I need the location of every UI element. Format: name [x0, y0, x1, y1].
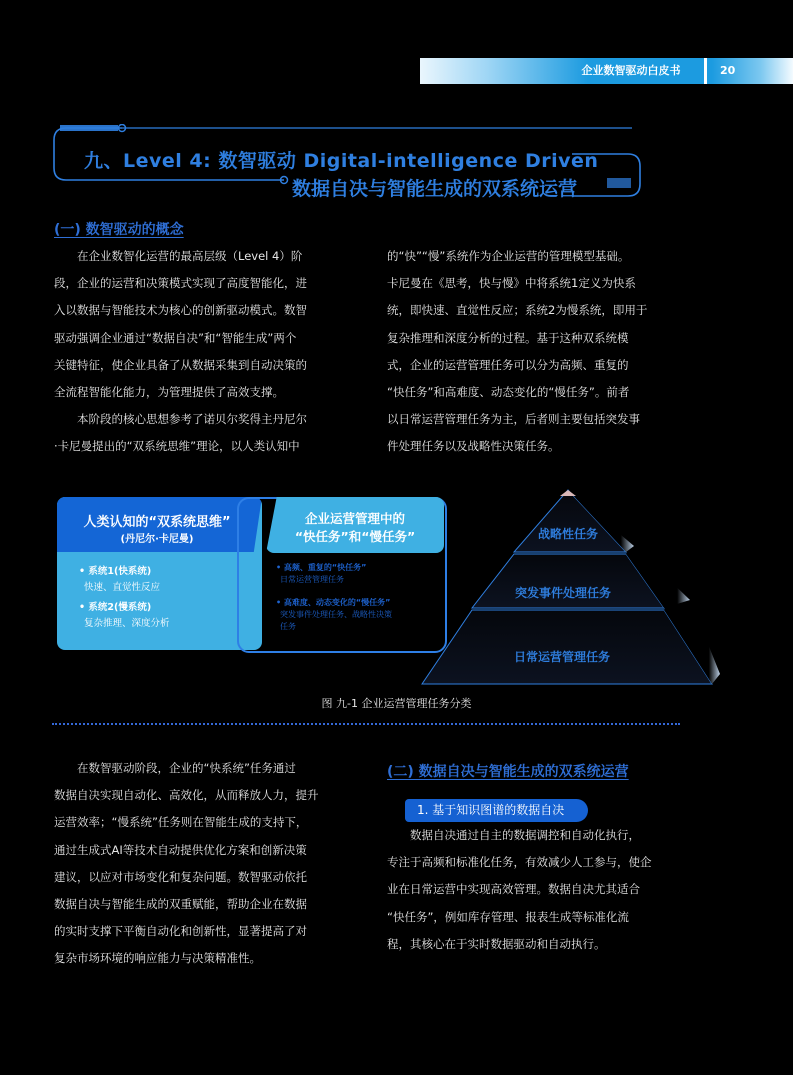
text-line: 的“快”“慢”系统作为企业运营的管理模型基础。: [387, 249, 630, 263]
text-line: 本阶段的核心思想参考了诺贝尔奖得主丹尼尔: [77, 412, 307, 427]
pyramid-label-top: 战略性任务: [538, 527, 599, 541]
subsection-pill: 1. 基于知识图谱的数据自决: [405, 799, 588, 822]
text-line: ·卡尼曼提出的“双系统思维”理论，以人类认知中: [54, 439, 300, 454]
dotted-divider: [52, 723, 680, 725]
system2-desc: 复杂推理、深度分析: [84, 618, 170, 629]
text-line: 数据自决通过自主的数据调控和自动化执行，: [410, 828, 640, 842]
section1-right-text: [387, 243, 683, 461]
chapter-title: 九、Level 4: 数智驱动 Digital-intelligence Driven: [84, 150, 599, 172]
text-line: 复杂推理和深度分析的过程。基于这种双系统模: [387, 330, 629, 345]
dual-system-subtitle: (丹尼尔·卡尼曼): [120, 534, 194, 545]
header-separator: [704, 58, 707, 84]
text-line: 在数智驱动阶段，企业的“快系统”任务通过: [77, 761, 296, 775]
section2-right-text: [387, 822, 683, 958]
task-card-item: [276, 562, 436, 586]
section2-left-text: [54, 755, 349, 973]
text-line: 在企业数智化运营的最高层级（Level 4）阶: [77, 249, 303, 263]
text-line: “快任务”，例如库存管理、报表生成等标准化流: [387, 909, 629, 924]
pyramid-top-tier: [514, 490, 626, 552]
slow-task-desc: 突发事件处理任务、战略性决策: [280, 610, 392, 619]
text-line: 建议，以应对市场变化和复杂问题。数智驱动依托: [54, 869, 307, 884]
fast-task-title: • 高频、重复的“快任务”: [276, 563, 367, 572]
text-line: 全流程智能化能力，为管理提供了高效支撑。: [54, 385, 284, 400]
section-heading: [54, 219, 184, 239]
text-line: 统，即快速、直觉性反应；系统2为慢系统，即用于: [387, 303, 648, 318]
fast-task-desc: 日常运营管理任务: [280, 575, 344, 584]
text-line: 卡尼曼在《思考，快与慢》中将系统1定义为快系: [387, 276, 636, 291]
text-line: 运营效率；“慢系统”任务则在智能生成的支持下，: [54, 815, 308, 830]
task-card-title: 企业运营管理中的: [304, 511, 405, 526]
text-line: 件处理任务以及战略性决策任务。: [387, 439, 560, 454]
text-line: “快任务”和高难度、动态变化的“慢任务”。前者: [387, 385, 630, 400]
text-line: 通过生成式AI等技术自动提供优化方案和创新决策: [54, 842, 307, 857]
text-line: 数据自决实现自动化、高效化，从而释放人力，提升: [54, 788, 319, 803]
text-line: 的实时支撑下平衡自动化和创新性，显著提高了对: [54, 924, 307, 939]
system1-desc: 快速、直觉性反应: [84, 582, 161, 593]
chapter-subtitle: 数据自决与智能生成的双系统运营: [292, 178, 578, 200]
page-number: 20: [712, 58, 793, 84]
pyramid-label-bottom: 日常运营管理任务: [514, 650, 611, 664]
section2-heading-wrap: [387, 761, 629, 781]
dual-system-title: 人类认知的“双系统思维”: [83, 515, 231, 530]
text-line: 程，其核心在于实时数据驱动和自动执行。: [387, 936, 606, 951]
slow-task-title: • 高难度、动态变化的“慢任务”: [276, 598, 391, 607]
slow-task-desc-cont: 任务: [280, 622, 296, 631]
section2-heading: (二) 数据自决与智能生成的双系统运营: [387, 764, 629, 780]
system2-title: • 系统2(慢系统): [79, 602, 152, 613]
pyramid-bottom-tier: [422, 610, 712, 684]
figure-caption: 图 九-1 企业运营管理任务分类: [321, 697, 472, 710]
text-line: 驱动强调企业通过“数据自决”和“智能生成”两个: [54, 330, 297, 345]
text-line: 以日常运营管理任务为主，后者则主要包括突发事: [387, 412, 640, 427]
text-line: 段，企业的运营和决策模式实现了高度智能化，进: [54, 276, 307, 291]
text-line: 式，企业的运营管理任务可以分为高频、重复的: [387, 357, 629, 372]
section1-left-text: [54, 243, 349, 461]
text-line: 数据自决与智能生成的双重赋能，帮助企业在数据: [54, 897, 307, 912]
pyramid-label-middle: 突发事件处理任务: [515, 586, 612, 600]
task-card-subtitle: “快任务”和“慢任务”: [294, 529, 416, 544]
text-line: 入以数据与智能技术为核心的创新驱动模式。数智: [54, 303, 307, 318]
text-line: 复杂市场环境的响应能力与决策精准性。: [54, 951, 261, 966]
text-line: 关键特征，使企业具备了从数据采集到自动决策的: [54, 357, 307, 372]
text-line: 业在日常运营中实现高效管理。数据自决尤其适合: [387, 882, 640, 897]
section1-heading: (一) 数智驱动的概念: [54, 222, 184, 238]
task-card-item: [276, 597, 436, 633]
system1-title: • 系统1(快系统): [79, 566, 152, 577]
text-line: 专注于高频和标准化任务，有效减少人工参与，使企: [387, 855, 652, 870]
header-title: 企业数智驱动白皮书: [581, 64, 681, 77]
